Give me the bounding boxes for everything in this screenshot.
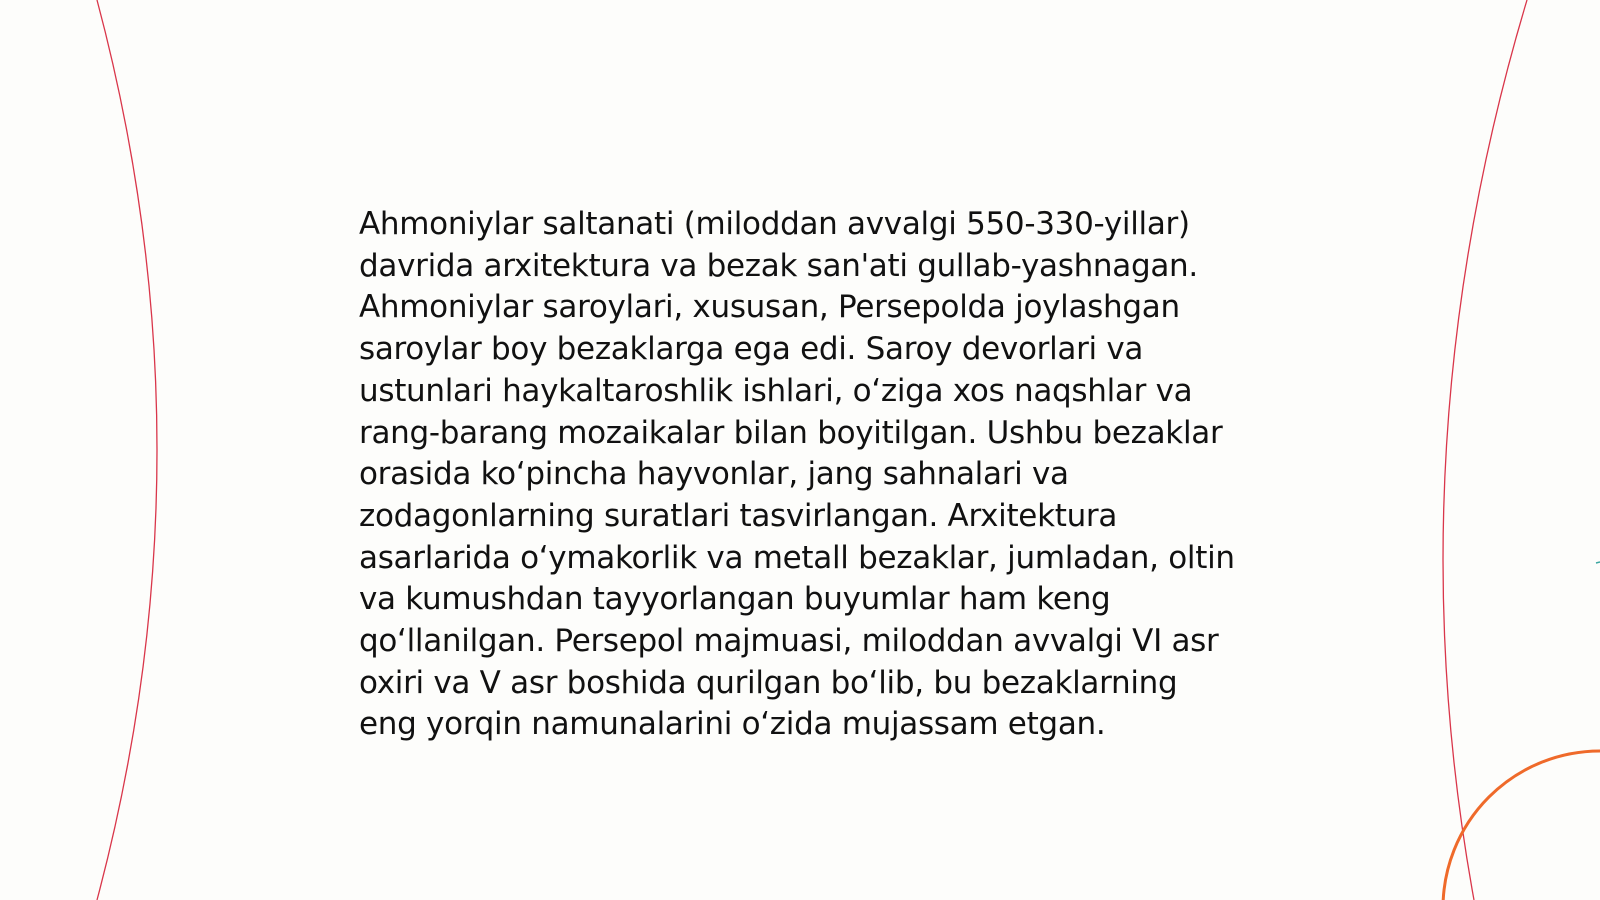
left-curve-line: [97, 0, 157, 900]
teal-mark: [1596, 562, 1600, 563]
body-paragraph: Ahmoniylar saltanati (miloddan avvalgi 550-330-yillar) davrida arxitektura va bezak san'ati gullab-yashnagan. Ahmoniylar saroylari, xususan, Persepolda joylashgan saroylar boy bezaklarga ega edi. Saroy devorlari va ustunlari haykaltaroshlik ishlari, o‘ziga xos naqshlar va rang-barang mozaikalar bilan boyitilgan. Ushbu bezaklar orasida ko‘pincha hayvonlar, jang sahnalari va zodagonlarning suratlari tasvirlangan. Arxitektura asarlarida o‘ymakorlik va metall bezaklar, jumladan, oltin va kumushdan tayyorlangan buyumlar ham keng qo‘llanilgan. Persepol majmuasi, miloddan avvalgi VI asr oxiri va V asr boshida qurilgan bo‘lib, bu bezaklarning eng yorqin namunalarini o‘zida mujassam etgan.: [359, 206, 1235, 743]
right-curve-line: [1443, 0, 1527, 900]
orange-arc: [1443, 751, 1600, 900]
